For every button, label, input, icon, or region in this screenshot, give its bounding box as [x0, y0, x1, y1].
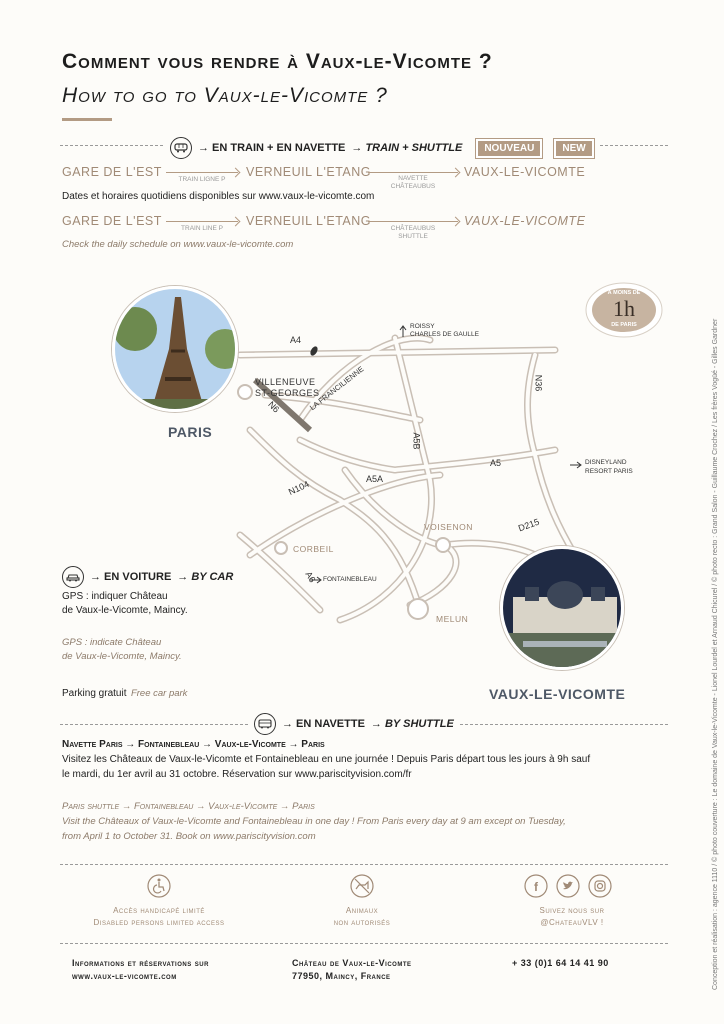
phone-number[interactable]: + 33 (0)1 64 14 41 90 — [512, 958, 609, 968]
shuttle-route-fr: Navette Paris → Fontainebleau → Vaux-le-Vicomte → Paris — [62, 739, 325, 750]
shuttle-section-header — [248, 713, 460, 735]
access-label-2: Disabled persons limited access — [93, 918, 225, 927]
place-villeneuve-2: ST-GEORGES — [255, 388, 320, 398]
car-gps-fr-2: de Vaux-le-Vicomte, Maincy. — [62, 605, 188, 616]
station-vaux-fr: VAUX-LE-VICOMTE — [464, 165, 586, 179]
shuttle-label-en-2: SHUTTLE — [398, 233, 428, 240]
animals-label-1: Animaux — [345, 906, 379, 915]
corbeil-marker — [275, 542, 287, 554]
station-gare-est-fr: GARE DE L'EST — [62, 165, 162, 179]
follow-label-2: @ChateauVLV ! — [540, 918, 604, 927]
place-melun: MELUN — [436, 614, 469, 624]
shuttle-text-en-2: from April 1 to October 31. Book on www.pariscityvision.com — [62, 831, 316, 842]
station-vaux-en: VAUX-LE-VICOMTE — [464, 214, 586, 228]
badge-big: 1h — [613, 296, 635, 321]
follow-label-1: Suivez nous sur — [539, 906, 605, 915]
road-label-a5: A5 — [490, 458, 502, 468]
page-title-en: How to go to Vaux-le-Vicomte ? — [62, 84, 388, 107]
station-gare-est-en: GARE DE L'EST — [62, 214, 162, 228]
car-parking — [62, 683, 187, 701]
place-roissy-2: CHARLES DE GAULLE — [410, 331, 479, 338]
car-gps-fr-1: GPS : indiquer Château — [62, 591, 168, 602]
car-section-header — [62, 566, 233, 588]
shuttle-head-fr: → EN NAVETTE — [282, 718, 365, 730]
shuttle-head-en: → BY SHUTTLE — [370, 718, 454, 730]
road-label-n6: N6 — [266, 399, 282, 415]
road-label-francilienne: LA FRANCILIENNE — [308, 364, 366, 413]
place-corbeil: CORBEIL — [293, 544, 334, 554]
shuttle-text-fr-2: le mardi, du 1er avril au 31 octobre. Réservation sur www.pariscityvision.com/fr — [62, 769, 412, 780]
road-label-n36: N36 — [533, 374, 544, 392]
address-line-1: Château de Vaux-le-Vicomte — [292, 958, 412, 968]
social-icons — [524, 874, 612, 903]
place-voisenon: VOISENON — [424, 522, 473, 532]
place-fontainebleau: FONTAINEBLEAU — [323, 576, 377, 583]
badge-top: À MOINS DE — [607, 290, 641, 296]
instagram-icon[interactable] — [588, 874, 612, 903]
car-head-fr: → EN VOITURE — [90, 571, 172, 583]
road-label-a4: A4 — [290, 335, 302, 345]
wheelchair-icon — [147, 874, 171, 903]
page-title-fr: Comment vous rendre à Vaux-le-Vicomte ? — [62, 50, 493, 73]
train-note-fr: Dates et horaires quotidiens disponibles sur www.vaux-le-vicomte.com — [62, 191, 375, 202]
train-note-en: Check the daily schedule on www.vaux-le-vicomte.com — [62, 239, 294, 250]
new-badge-en: NEW — [554, 139, 593, 158]
shuttle-label-en-1: CHÂTEAUBUS — [390, 225, 436, 232]
twitter-icon[interactable] — [556, 874, 580, 903]
paris-label: PARIS — [168, 424, 213, 440]
paris-photo — [112, 286, 238, 412]
train-head-en: → TRAIN + SHUTTLE — [351, 142, 463, 154]
place-disney-2: RESORT PARIS — [585, 468, 633, 475]
shuttle-label-fr-2: CHÂTEAUBUS — [390, 183, 436, 190]
road-label-a5b: A5B — [411, 432, 422, 450]
vaux-photo — [500, 546, 624, 670]
vaux-label: VAUX-LE-VICOMTE — [489, 686, 626, 702]
car-icon — [62, 566, 84, 588]
voisenon-marker — [436, 538, 450, 552]
shuttle-text-en-1: Visit the Châteaux of Vaux-le-Vicomte and Fontainebleau in one day ! From Paris every day at 9 am except on Tuesday, — [62, 816, 566, 827]
car-head-en: → BY CAR — [177, 571, 234, 583]
car-gps-en-2: de Vaux-le-Vicomte, Maincy. — [62, 651, 182, 662]
access-label-1: Accès handicapé limité — [113, 906, 205, 915]
info-website[interactable]: www.vaux-le-vicomte.com — [72, 971, 177, 981]
svg-text:f: f — [534, 880, 538, 894]
train-line-label-fr: TRAIN LIGNE P — [178, 176, 226, 183]
road-label-n104: N104 — [286, 478, 311, 498]
address-line-2: 77950, Maincy, France — [292, 971, 391, 981]
villeneuve-marker — [238, 385, 252, 399]
shuttle-route-en: Paris shuttle → Fontainebleau → Vaux-le-Vicomte → Paris — [62, 801, 315, 812]
new-badge-fr: NOUVEAU — [476, 139, 542, 158]
place-disney-1: DISNEYLAND — [585, 459, 627, 466]
shuttle-text-fr-1: Visitez les Châteaux de Vaux-le-Vicomte et Fontainebleau en une journée ! Depuis Paris départ tous les jours à 9h sauf — [62, 754, 591, 765]
animals-label-2: non autorisés — [333, 918, 391, 927]
road-label-d215: D215 — [516, 516, 541, 534]
car-parking-en: Free car park — [130, 688, 188, 699]
car-parking-fr: Parking gratuit — [62, 688, 127, 699]
station-verneuil-en: VERNEUIL L'ETANG — [246, 214, 371, 228]
info-line-1: Informations et réservations sur — [72, 958, 209, 968]
place-villeneuve-1: VILLENEUVE — [255, 377, 316, 387]
badge-bottom: DE PARIS — [611, 322, 637, 328]
train-head-fr: → EN TRAIN + EN NAVETTE — [198, 142, 346, 154]
car-gps-en-1: GPS : indicate Château — [62, 637, 162, 648]
station-verneuil-fr: VERNEUIL L'ETANG — [246, 165, 371, 179]
shuttle-label-fr-1: NAVETTE — [398, 175, 428, 182]
photo-credits-text: Conception et réalisation : agence 1110 / © photo couverture : Le domaine de Vaux-le-Vicomte - Lionel Lourdel et Arnaud Chicurel / © photo recto : Grand Salon - Guillaume Crochez / Les frères Vogüé - Gilles Gardner — [712, 318, 719, 990]
melun-marker — [408, 599, 428, 619]
no-animals-icon — [350, 874, 374, 903]
train-line-label-en: TRAIN LINE P — [181, 225, 223, 232]
facebook-icon[interactable] — [524, 874, 548, 903]
bus-icon — [254, 713, 276, 735]
road-label-a5a: A5A — [366, 474, 384, 484]
photo-credits — [712, 120, 722, 990]
place-roissy-1: ROISSY — [410, 323, 435, 330]
road-label-a6: A6 — [303, 569, 318, 585]
